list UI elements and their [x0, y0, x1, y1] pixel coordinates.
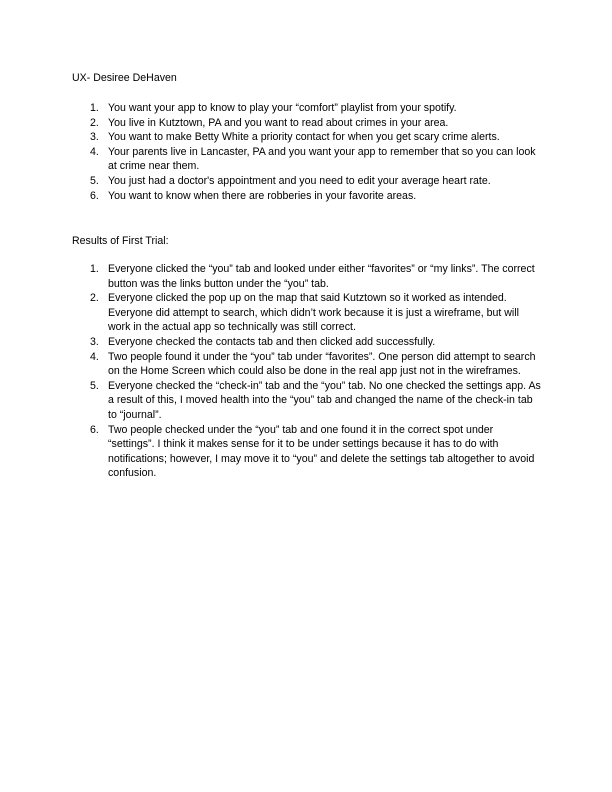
- list-item-text: You just had a doctor's appointment and you need to edit your average heart rate.: [108, 174, 491, 187]
- list-item: [72, 423, 542, 481]
- list-item: [72, 291, 542, 335]
- list-number: 4.: [90, 145, 99, 158]
- list-item: [72, 116, 542, 131]
- list-number: 3.: [90, 131, 99, 144]
- list-item: [72, 262, 542, 291]
- list-number: 6.: [90, 423, 99, 436]
- list-item-text: You want your app to know to play your “comfort” playlist from your spotify.: [108, 102, 457, 114]
- list-number: 5.: [90, 379, 99, 392]
- list-item-text: You live in Kutztown, PA and you want to read about crimes in your area.: [108, 116, 449, 129]
- list-number: 3.: [90, 335, 99, 348]
- list-item-text: You want to make Betty White a priority contact for when you get scary crime alerts.: [108, 131, 500, 144]
- list-item: [72, 335, 542, 350]
- list-item-text: Your parents live in Lancaster, PA and you want your app to remember that so you can look at crime near them.: [108, 145, 536, 173]
- list-item: [72, 145, 542, 174]
- list-number: 6.: [90, 189, 99, 202]
- list-item: [72, 101, 542, 116]
- results-list: [72, 262, 542, 481]
- list-item-text: Two people checked under the “you” tab and one found it in the correct spot under “settings”. I think it makes sense for it to be under settings because it has to do with notifications; however, I may move it to “you” and delete the settings tab altogether to avoid confusion.: [108, 423, 535, 480]
- task-list: [72, 101, 542, 203]
- list-number: 4.: [90, 350, 99, 363]
- list-item-text: Everyone clicked the pop up on the map that said Kutztown so it worked as intended. Everyone did attempt to search, which didn’t work because it is just a wireframe, but will work in the actual app so technically was still correct.: [108, 292, 519, 334]
- list-item-text: Everyone clicked the “you” tab and looked under either “favorites” or “my links”. The correct button was the links button under the “you” tab.: [108, 263, 535, 290]
- list-item-text: You want to know when there are robberies in your favorite areas.: [108, 189, 417, 202]
- list-item: [72, 174, 542, 189]
- list-number: 2.: [90, 116, 99, 129]
- list-item: [72, 189, 542, 204]
- list-item: [72, 350, 542, 379]
- list-item: [72, 130, 542, 145]
- list-number: 1.: [90, 102, 99, 114]
- document-title: UX- Desiree DeHaven: [72, 72, 177, 84]
- list-number: 1.: [90, 263, 99, 275]
- results-heading: Results of First Trial:: [72, 235, 169, 247]
- list-item-text: Everyone checked the contacts tab and then clicked add successfully.: [108, 335, 436, 348]
- list-number: 2.: [90, 292, 99, 305]
- list-item-text: Everyone checked the “check-in” tab and the “you” tab. No one checked the settings app. As a result of this, I moved health into the “you” tab and changed the name of the check-in tab to “journal”.: [108, 379, 541, 421]
- list-item-text: Two people found it under the “you” tab under “favorites”. One person did attempt to search on the Home Screen which could also be done in the real app just not in the wireframes.: [108, 350, 536, 378]
- list-item: [72, 379, 542, 423]
- list-number: 5.: [90, 174, 99, 187]
